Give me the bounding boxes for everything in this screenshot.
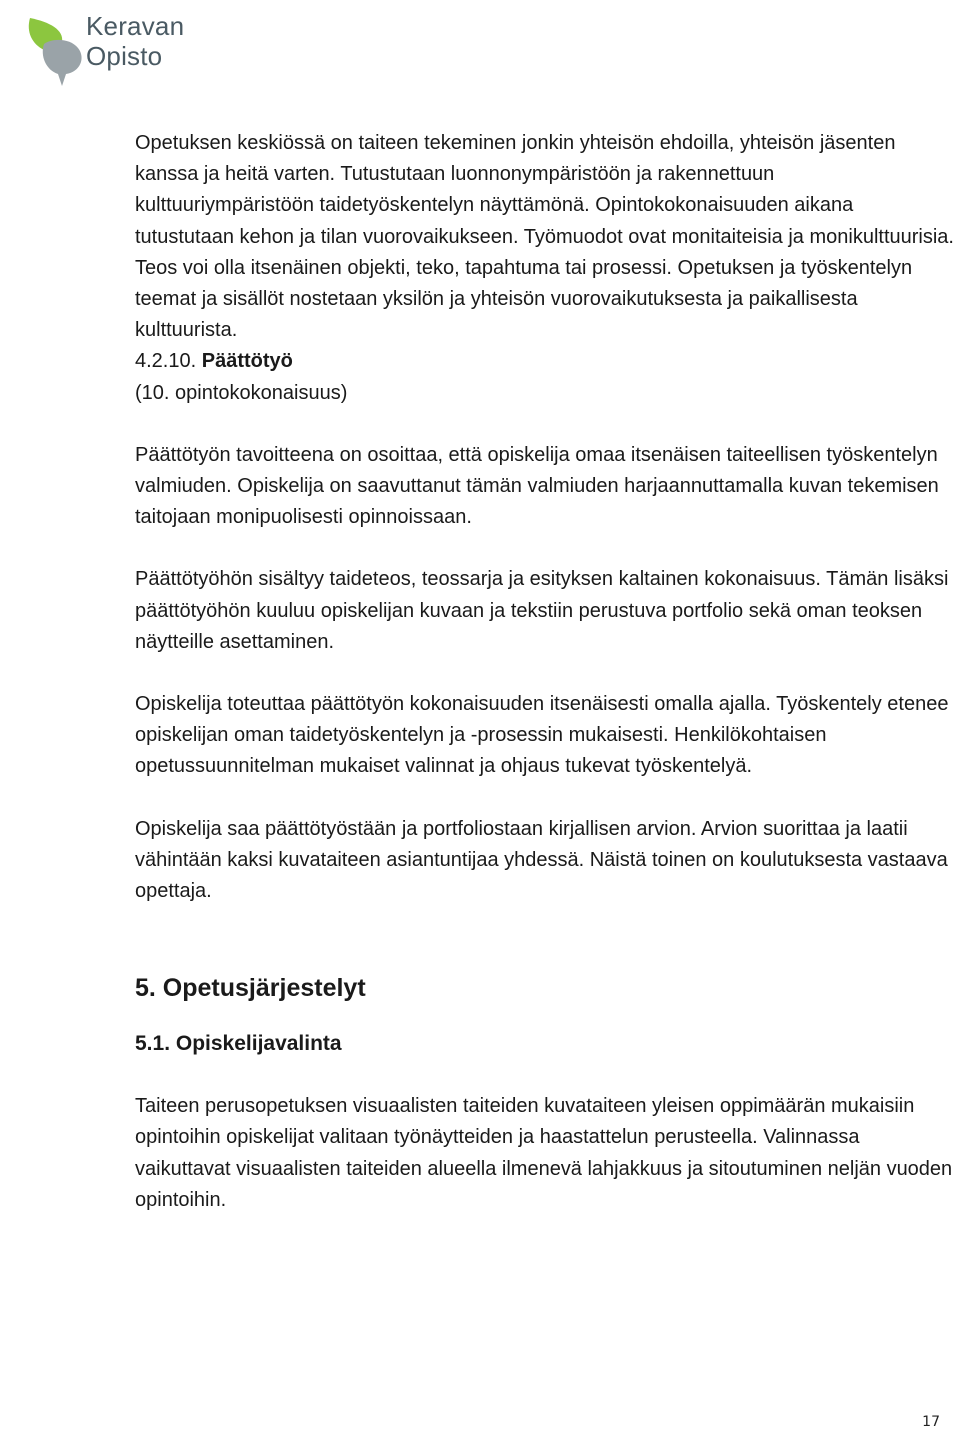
keravan-opisto-logo <box>22 8 185 88</box>
paragraph-paattotyo-goal: Päättötyön tavoitteena on osoittaa, että opiskelija omaa itsenäisen taiteellisen työskentelyn valmiuden. Opiskelija on saavuttanut tämän valmiuden harjaannuttamalla kuvan tekemisen taitojaan monipuolisesti opinnoissaan. <box>135 443 939 529</box>
paragraph-paattotyo-evaluation: Opiskelija saa päättötyöstään ja portfoliostaan kirjallisen arvion. Arvion suorittaa ja laatii vähintään kaksi kuvataiteen asiantuntijaa yhdessä. Näistä toinen on koulutuksesta vastaava opettaja. <box>135 817 948 903</box>
chapter-heading: 5. Opetusjärjestelyt <box>135 974 366 1003</box>
logo-wordmark <box>86 11 184 71</box>
document-body <box>135 128 957 1216</box>
speech-bubble-logo-icon <box>22 8 92 88</box>
paragraph-student-selection: Taiteen perusopetuksen visuaalisten taiteiden kuvataiteen yleisen oppimäärän mukaisiin opintoihin opiskelijat valitaan työnäytteiden ja haastattelun perusteella. Valinnassa vaikuttavat visuaalisten taiteiden alueella ilmenevä lahjakkuus ja sitoutuminen neljän vuoden opintoihin. <box>135 1095 953 1211</box>
section-number: 4.2.10. <box>135 350 197 373</box>
logo-line-1: Keravan <box>86 11 185 41</box>
subchapter-heading: 5.1. Opiskelijavalinta <box>135 1032 342 1056</box>
paragraph-paattotyo-process: Opiskelija toteuttaa päättötyön kokonaisuuden itsenäisesti omalla ajalla. Työskentely etenee opiskelijan oman taidetyöskentelyn ja -prosessin mukaisesti. Henkilökohtaisen opetussuunnitelman mukaiset valinnat ja ohjaus tukevat työskentelyä. <box>135 693 949 778</box>
logo-line-2: Opisto <box>86 41 163 71</box>
section-heading-4-2-10 <box>135 346 957 377</box>
section-subtitle: (10. opintokokonaisuus) <box>135 381 348 404</box>
section-title: Päättötyö <box>201 350 293 373</box>
paragraph-paattotyo-content: Päättötyöhön sisältyy taideteos, teossarja ja esityksen kaltainen kokonaisuus. Tämän lisäksi päättötyöhön kuuluu opiskelijan kuvaan ja tekstiin perustuva portfolio sekä oman teoksen näytteille asettaminen. <box>135 568 949 653</box>
paragraph-intro: Opetuksen keskiössä on taiteen tekeminen jonkin yhteisön ehdoilla, yhteisön jäsenten kanssa ja heitä varten. Tutustutaan luonnonympäristöön ja rakennettuun kulttuuriympäristöön taidetyöskentelyn näyttämönä. Opintokokonaisuuden aikana tutustutaan kehon ja tilan vuorovaikukseen. Työmuodot ovat monitaiteisia ja monikulttuurisia. Teos voi olla itsenäinen objekti, teko, tapahtuma tai prosessi. Opetuksen ja työskentelyn teemat ja sisällöt nostetaan yksilön ja yhteisön vuorovaikutuksesta ja paikallisesta kulttuurista. <box>135 132 954 342</box>
page-number: 17 <box>922 1414 940 1430</box>
